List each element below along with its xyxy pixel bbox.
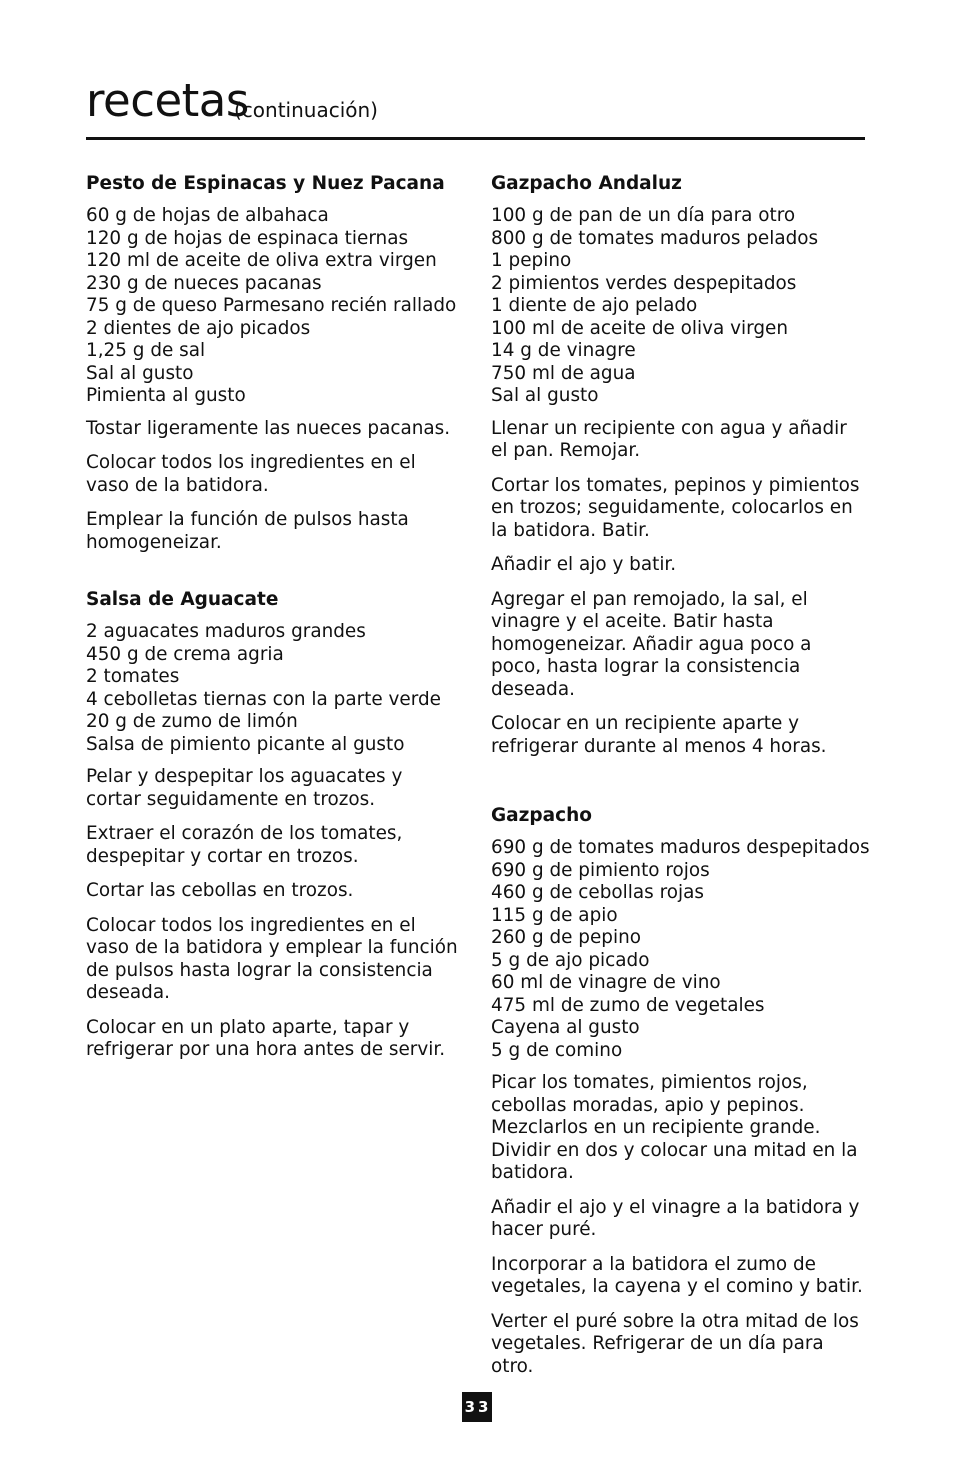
ingredient-list [86, 621, 461, 756]
ingredient-item: 75 g de queso Parmesano recién rallado [86, 295, 457, 316]
recipe-step: Cortar las cebollas en trozos. [86, 880, 354, 901]
ingredient-item: 450 g de crema agria [86, 643, 284, 665]
recipe-title: Salsa de Aguacate [86, 589, 279, 610]
recipe-step: Emplear la función de pulsos hasta homogeneizar. [86, 509, 409, 553]
recipe-step: Agregar el pan remojado, la sal, el vinagre y el aceite. Batir hasta homogeneizar. Añadir agua poco a poco, hasta lograr la consistencia deseada. [491, 588, 812, 700]
recipe-step: Añadir el ajo y el vinagre a la batidora y hacer puré. [491, 1196, 860, 1240]
recipe-step: Picar los tomates, pimientos rojos, cebollas moradas, apio y pepinos. Mezclarlos en un recipiente grande. Dividir en dos y colocar una mitad en la batidora. [491, 1072, 858, 1183]
ingredient-list [491, 205, 867, 408]
right-column [491, 172, 870, 1390]
section-spacer [491, 770, 867, 804]
section-spacer [86, 566, 461, 588]
ingredient-item: Pimienta al gusto [86, 385, 246, 406]
ingredient-item: 750 ml de agua [491, 362, 636, 384]
recipe-step: Incorporar a la batidora el zumo de vegetales, la cayena y el comino y batir. [491, 1253, 863, 1297]
ingredient-item: 230 g de nueces pacanas [86, 272, 322, 294]
ingredient-item: 2 pimientos verdes despepitados [491, 272, 797, 294]
ingredient-item: 14 g de vinagre [491, 340, 636, 361]
recipe-step: Llenar un recipiente con agua y añadir el pan. Remojar. [491, 417, 847, 461]
ingredient-item: 475 ml de zumo de vegetales [491, 994, 765, 1016]
recipe-pesto [86, 172, 461, 554]
ingredient-item: 800 g de tomates maduros pelados [491, 227, 819, 249]
recipe-step: Colocar todos los ingredientes en el vaso de la batidora. [86, 452, 416, 496]
recipe-step: Colocar todos los ingredientes en el vaso de la batidora y emplear la función de pulsos hasta lograr la consistencia deseada. [86, 914, 458, 1003]
ingredient-item: 2 dientes de ajo picados [86, 317, 311, 339]
recipe-gazpacho [491, 804, 870, 1378]
left-column [86, 172, 461, 1074]
ingredient-item: 5 g de ajo picado [491, 949, 650, 971]
ingredient-item: 60 ml de vinagre de vino [491, 972, 721, 993]
ingredient-item: 120 g de hojas de espinaca tiernas [86, 227, 409, 249]
recipe-step: Tostar ligeramente las nueces pacanas. [86, 417, 451, 439]
header-rule [86, 137, 865, 140]
recipe-step: Añadir el ajo y batir. [491, 554, 677, 575]
ingredient-item: 2 tomates [86, 666, 180, 687]
ingredient-item: 260 g de pepino [491, 927, 641, 948]
ingredient-list [491, 837, 870, 1062]
page-title: recetas [86, 74, 249, 127]
recipe-step: Cortar los tomates, pepinos y pimientos en trozos; seguidamente, colocarlos en la batidora. Batir. [491, 474, 860, 541]
ingredient-item: 1 diente de ajo pelado [491, 295, 698, 316]
recipe-step: Colocar en un plato aparte, tapar y refrigerar por una hora antes de servir. [86, 1016, 446, 1060]
recipe-title: Pesto de Espinacas y Nuez Pacana [86, 173, 445, 194]
ingredient-item: 120 ml de aceite de oliva extra virgen [86, 250, 437, 271]
recipe-salsa-aguacate [86, 588, 461, 1062]
ingredient-item: 100 g de pan de un día para otro [491, 205, 796, 226]
ingredient-item: 4 cebolletas tiernas con la parte verde [86, 688, 441, 710]
ingredient-item: 115 g de apio [491, 904, 618, 926]
ingredient-item: Sal al gusto [491, 385, 599, 406]
ingredient-item: 690 g de pimiento rojos [491, 859, 710, 881]
ingredient-item: 690 g de tomates maduros despepitados [491, 837, 870, 858]
page-number: 33 [462, 1392, 492, 1422]
ingredient-item: 1 pepino [491, 250, 572, 271]
page-header [86, 74, 865, 140]
ingredient-item: Cayena al gusto [491, 1017, 640, 1038]
recipe-step: Verter el puré sobre la otra mitad de los vegetales. Refrigerar de un día para otro. [491, 1310, 859, 1377]
ingredient-item: 5 g de comino [491, 1039, 623, 1061]
ingredient-item: 1,25 g de sal [86, 340, 206, 361]
ingredient-list [86, 205, 461, 408]
ingredient-item: 60 g de hojas de albahaca [86, 205, 329, 226]
recipe-gazpacho-andaluz [491, 172, 867, 758]
ingredient-item: 460 g de cebollas rojas [491, 882, 704, 903]
ingredient-item: 20 g de zumo de limón [86, 711, 298, 732]
page-subtitle: (continuación) [234, 98, 378, 122]
ingredient-item: Sal al gusto [86, 362, 194, 384]
ingredient-item: 2 aguacates maduros grandes [86, 621, 366, 642]
ingredient-item: 100 ml de aceite de oliva virgen [491, 317, 789, 339]
recipe-title: Gazpacho Andaluz [491, 173, 682, 194]
recipe-step: Extraer el corazón de los tomates, despepitar y cortar en trozos. [86, 823, 403, 867]
recipe-step: Pelar y despepitar los aguacates y cortar seguidamente en trozos. [86, 766, 403, 810]
recipe-step: Colocar en un recipiente aparte y refrigerar durante al menos 4 horas. [491, 713, 827, 757]
ingredient-item: Salsa de pimiento picante al gusto [86, 733, 405, 755]
recipe-title: Gazpacho [491, 805, 593, 826]
